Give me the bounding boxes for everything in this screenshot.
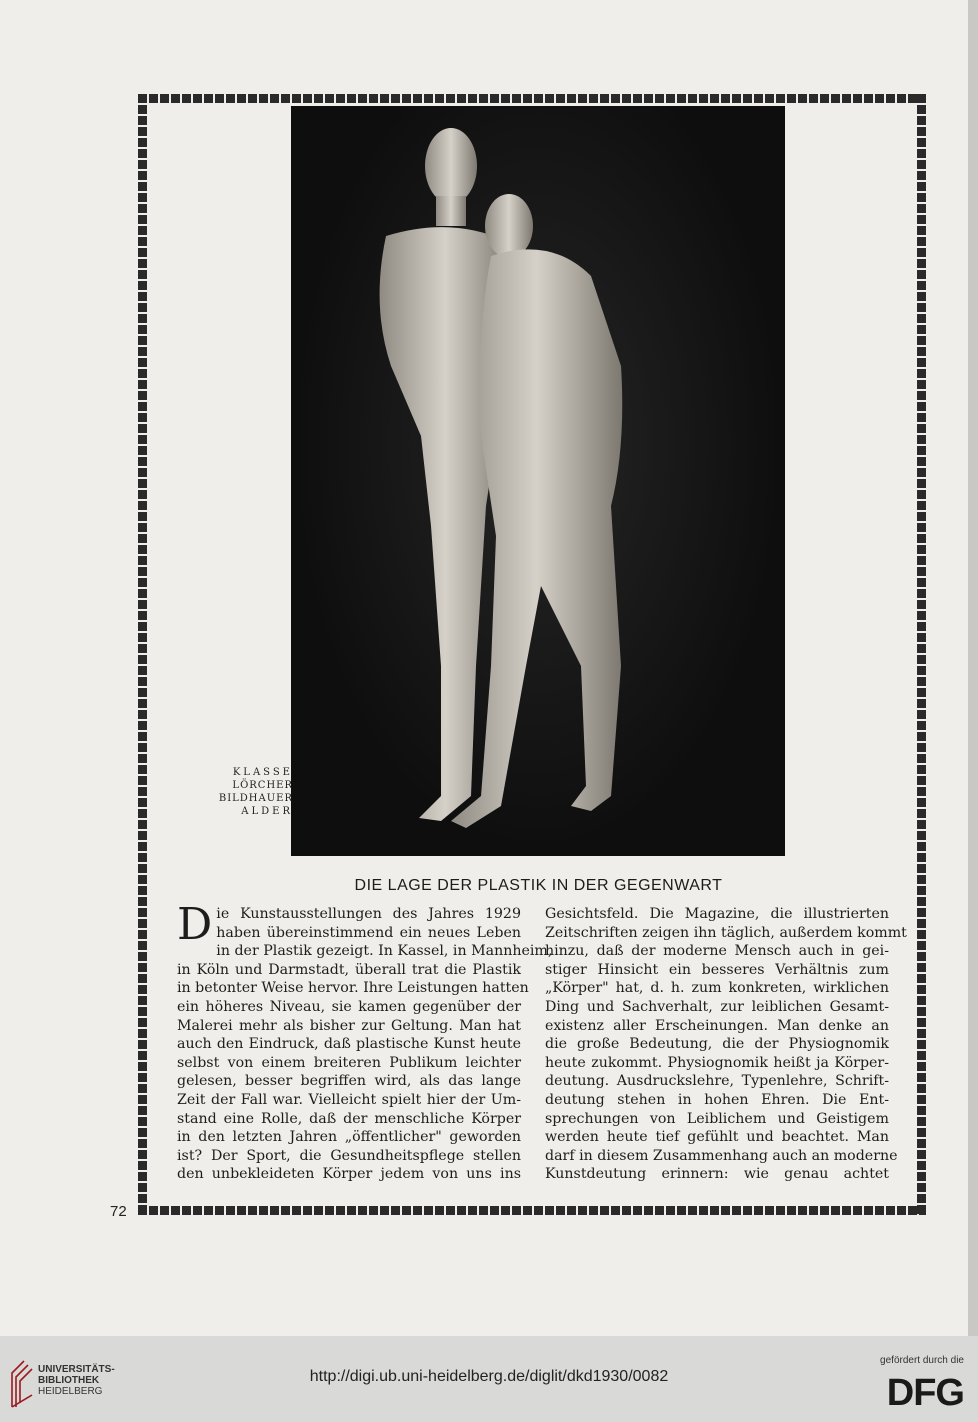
text-line: sprechungen von Leiblichem und Geistigem [545, 1110, 889, 1127]
text-line: selbst von einem breiteren Publikum leichter [177, 1054, 521, 1071]
text-line: haben übereinstimmend ein neues Leben [216, 924, 521, 941]
text-line: ein höheres Niveau, sie kamen gegenüber der [177, 998, 521, 1015]
footer-bar [0, 1345, 978, 1422]
text-line: Malerei mehr als bisher zur Geltung. Man hat [177, 1017, 521, 1034]
text-line: Gesichtsfeld. Die Magazine, die illustrierten [545, 906, 889, 922]
text-line: ie Kunstausstellungen des Jahres 1929 [216, 906, 521, 922]
text-line: ist? Der Sport, die Gesundheitspflege stellen [177, 1147, 521, 1164]
drop-cap: D [177, 899, 213, 950]
border-left [138, 94, 147, 1215]
text-line: deutung. Ausdruckslehre, Typenlehre, Schrift- [545, 1073, 889, 1090]
text-line: Ding und Sachverhalt, zur leiblichen Gesamt- [545, 998, 889, 1015]
text-line: auch den Eindruck, daß plastische Kunst heute [177, 1036, 521, 1053]
page-number: 72 [110, 1203, 127, 1220]
text-line: deutung stehen in hohen Ehren. Die Ent- [545, 1091, 889, 1108]
library-line: BIBLIOTHEK [38, 1375, 100, 1386]
caption-line: KLASSE [232, 767, 293, 778]
caption-line: BILDHAUER [218, 793, 293, 804]
text-line: die große Bedeutung, die der Physiognomik [545, 1036, 889, 1053]
text-line: „Körper" hat, d. h. zum konkreten, wirklichen [545, 980, 889, 997]
text-line: stiger Hinsicht ein besseres Verhältnis zum [545, 961, 889, 978]
border-right [917, 94, 926, 1215]
border-top [138, 94, 926, 103]
text-line: in der Plastik gezeigt. In Kassel, in Mannheim, [216, 943, 553, 960]
image-caption [200, 766, 293, 818]
text-line: Kunstdeutung erinnern: wie genau achtet [545, 1166, 889, 1183]
text-line: in Köln und Darmstadt, überall trat die Plastik [177, 961, 521, 978]
caption-line: LÖRCHER [232, 780, 293, 791]
text-line: den unbekleideten Körper jedem von uns ins [177, 1166, 521, 1183]
page-edge [968, 0, 978, 1336]
text-column-right [545, 905, 907, 1184]
text-line: Zeit der Fall war. Vielleicht spielt hier der Um- [177, 1091, 521, 1108]
text-line: werden heute tief gefühlt und beachtet. Man [545, 1129, 889, 1146]
text-line: in betonter Weise hervor. Ihre Leistungen hatten [177, 980, 529, 997]
permalink-url[interactable]: http://digi.ub.uni-heidelberg.de/diglit/dkd1930/0082 [309, 1368, 669, 1385]
sculpture-photograph [291, 106, 785, 856]
text-line: hinzu, daß der moderne Mensch auch in gei- [545, 943, 889, 960]
text-line: gelesen, besser begriffen wird, als das lange [177, 1073, 521, 1090]
border-bottom [138, 1206, 926, 1215]
text-line: in den letzten Jahren „öffentlicher" geworden [177, 1129, 521, 1146]
text-line: darf in diesem Zusammenhang auch an moderne [545, 1147, 898, 1164]
library-line: UNIVERSITÄTS- [38, 1364, 115, 1375]
funding-label: gefördert durch die [880, 1355, 964, 1366]
text-column-left [177, 899, 553, 1184]
library-line: HEIDELBERG [38, 1386, 103, 1397]
text-line: heute zukommt. Physiognomik heißt ja Körper- [545, 1054, 889, 1071]
article-title: DIE LAGE DER PLASTIK IN DER GEGENWART [354, 877, 723, 894]
caption-line: ALDER [241, 806, 293, 817]
text-line: existenz aller Erscheinungen. Man denke an [545, 1017, 889, 1034]
dfg-logo: DFG [886, 1372, 964, 1414]
text-line: stand eine Rolle, daß der menschliche Körper [177, 1110, 521, 1127]
text-line: Zeitschriften zeigen ihn täglich, außerdem kommt [545, 924, 907, 941]
